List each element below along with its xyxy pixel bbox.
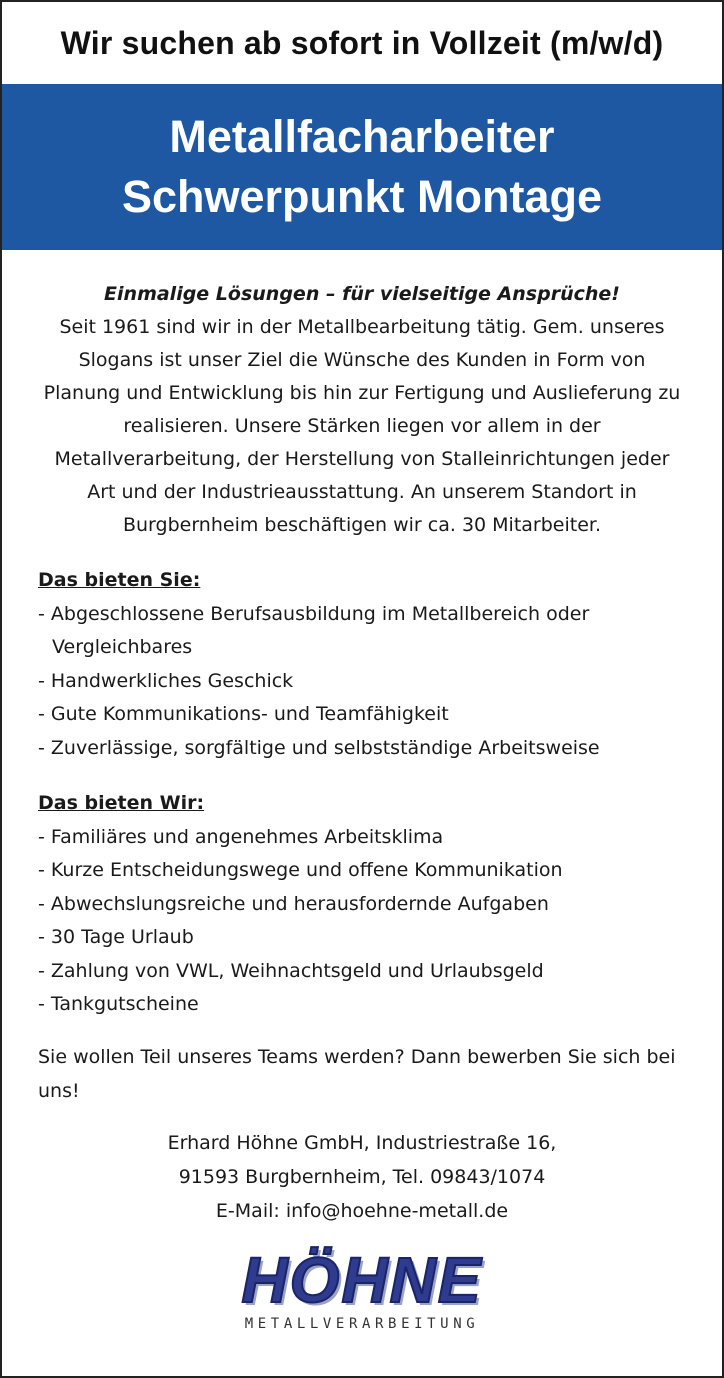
list-item: - Tankgutscheine bbox=[38, 993, 199, 1015]
company-logo bbox=[227, 1243, 497, 1332]
contact-block bbox=[38, 1126, 686, 1228]
closing-text: Sie wollen Teil unseres Teams werden? Dann bewerben Sie sich bei uns! bbox=[38, 1045, 676, 1102]
job-title-line-2: Schwerpunkt Montage bbox=[121, 171, 603, 222]
job-title-line-1: Metallfacharbeiter bbox=[169, 111, 555, 162]
list-item: - 30 Tage Urlaub bbox=[38, 926, 194, 948]
requirements-heading: Das bieten Sie: bbox=[38, 569, 201, 591]
list-item: - Zahlung von VWL, Weihnachtsgeld und Urlaubsgeld bbox=[38, 959, 544, 982]
list-item: - Gute Kommunikations- und Teamfähigkeit bbox=[38, 703, 449, 725]
list-item: - Familiäres und angenehmes Arbeitsklima bbox=[38, 825, 444, 848]
benefits-section bbox=[38, 787, 686, 1022]
list-item: - Kurze Entscheidungswege und offene Kommunikation bbox=[38, 859, 563, 881]
company-description: Seit 1961 sind wir in der Metallbearbeitung tätig. Gem. unseres Slogans ist unser Ziel die Wünsche des Kunden in Form von Planung und Entwicklung bis hin zur Fertigung und Auslieferung zu realisieren. Unsere Stärken liegen vor allem in der Metallverarbeitung, der Herstellung von Stalleinrichtungen jeder Art und der Industrieausstattung. An unserem Standort in Burgbernheim beschäftigen wir ca. 30 Mitarbeiter. bbox=[43, 316, 681, 536]
requirements-section bbox=[38, 564, 686, 765]
logo-wordmark: HÖHNE bbox=[241, 1243, 483, 1316]
headline: Wir suchen ab sofort in Vollzeit (m/w/d) bbox=[60, 24, 664, 61]
benefits-list bbox=[38, 821, 686, 1022]
contact-address: Erhard Höhne GmbH, Industriestraße 16, bbox=[167, 1131, 557, 1154]
list-item: - Handwerkliches Geschick bbox=[38, 669, 294, 692]
logo-tagline: METALLVERARBEITUNG bbox=[244, 1315, 480, 1332]
benefits-heading: Das bieten Wir: bbox=[38, 792, 205, 814]
requirements-list bbox=[38, 598, 686, 766]
list-item: - Abwechslungsreiche und herausfordernde Aufgaben bbox=[38, 892, 549, 915]
list-item: - Abgeschlossene Berufsausbildung im Metallbereich oder Vergleichbares bbox=[38, 602, 590, 658]
company-intro bbox=[38, 278, 686, 542]
ad-content bbox=[2, 250, 722, 1332]
contact-email[interactable]: E-Mail: info@hoehne-metall.de bbox=[215, 1199, 509, 1222]
company-slogan: Einmalige Lösungen – für vielseitige Ansprüche! bbox=[104, 283, 620, 305]
contact-city-phone: 91593 Burgbernheim, Tel. 09843/1074 bbox=[178, 1165, 546, 1188]
job-title-banner bbox=[2, 84, 722, 250]
list-item: - Zuverlässige, sorgfältige und selbstständige Arbeitsweise bbox=[38, 736, 600, 759]
